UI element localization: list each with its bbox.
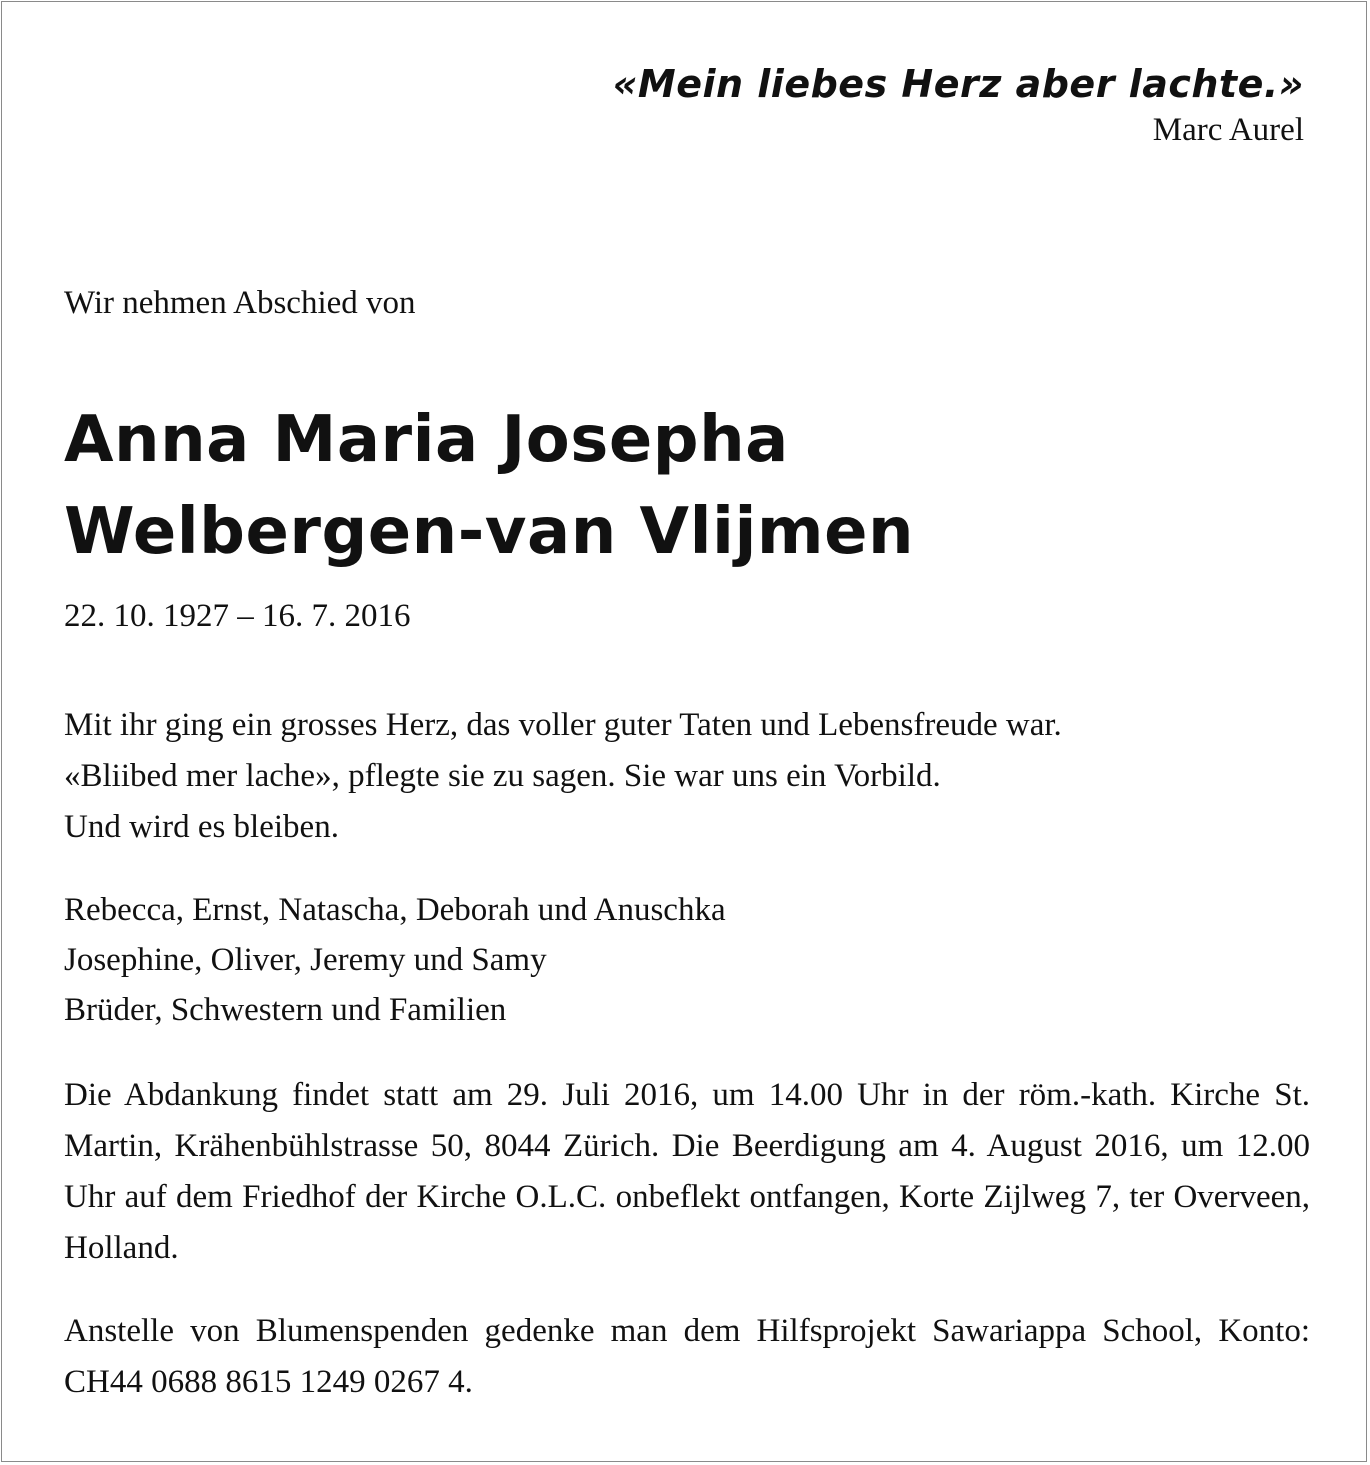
intro-text: Wir nehmen Abschied von (64, 285, 416, 321)
motto-quote: «Mein liebes Herz aber lachte.» (612, 62, 1304, 106)
deceased-name-line-2: Welbergen-van Vlijmen (64, 495, 915, 569)
motto (613, 58, 1304, 150)
life-dates: 22. 10. 1927 – 16. 7. 2016 (64, 598, 411, 634)
family-list (64, 885, 1310, 1035)
tribute-line: Und wird es bleiben. (64, 809, 339, 845)
family-line: Brüder, Schwestern und Familien (64, 992, 507, 1028)
ceremony-paragraph: Die Abdankung findet statt am 29. Juli 2016, um 14.00 Uhr in der röm.-kath. Kirche St. Martin, Krähenbühlstrasse 50, 8044 Zürich. Die Beerdigung am 4. August 2016, um 12.00 Uhr auf dem Friedhof der Kirche O.L.C. onbeflekt ontfangen, Korte Zijlweg 7, ter Overveen, Holland. (64, 1077, 1310, 1266)
deceased-name (64, 394, 914, 578)
deceased-name-line-1: Anna Maria Josepha (64, 403, 789, 477)
donation-paragraph: Anstelle von Blumenspenden gedenke man dem Hilfsprojekt Sawariappa School, Konto: CH44 0688 8615 1249 0267 4. (64, 1313, 1310, 1400)
tribute-line: Mit ihr ging ein grosses Herz, das voller guter Taten und Lebensfreude war. (64, 707, 1062, 743)
obituary-notice (1, 1, 1367, 1462)
family-line: Rebecca, Ernst, Natascha, Deborah und Anuschka (64, 892, 726, 928)
family-line: Josephine, Oliver, Jeremy und Samy (64, 942, 547, 978)
tribute-paragraph (64, 700, 1310, 853)
tribute-line: «Bliibed mer lache», pflegte sie zu sagen. Sie war uns ein Vorbild. (64, 758, 941, 794)
motto-author: Marc Aurel (1152, 112, 1304, 148)
